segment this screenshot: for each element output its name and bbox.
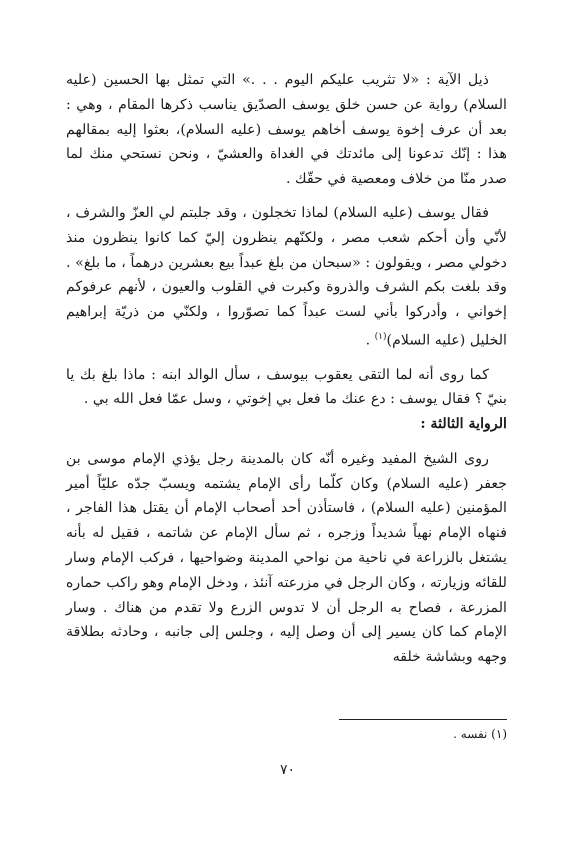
paragraph-3: كما روى أنه لما التقى يعقوب بيوسف ، سأل الوالد ابنه : ماذا بلغ بك يا بنيّ ؟ فقال يوسف : دع عنك ما فعل بي إخوتي ، وسل عمّا فعل الله بي .: [66, 366, 507, 408]
paragraph-2: [66, 201, 507, 354]
section-heading-wrap: [66, 412, 507, 437]
paragraph-2-text: فقال يوسف (عليه السلام) لماذا تخجلون ، وقد جلبتم لي العزّ والشرف ، لأنّي وأن أحكم شعب مصر ، ولكنّهم ينظرون إليّ كما كانوا ينظرون منذ دخولي مصر ، ويقولون : «سبحان من بلغ عبداً بيع بعشرين درهماً ، ما بلغ» . وقد بلغت بكم الشرف والذروة وكبرت في القلوب والعيون ، لأنهم عرفوكم إخواني ، وأدركوا بأني لست عبداً كما تصوّروا ، ولكنّي من ذريّة إبراهيم الخليل (عليه السلام): [66, 204, 507, 349]
paragraph-spacer: [66, 437, 507, 447]
paragraph-spacer: [66, 354, 507, 363]
page-number: ٧٠: [279, 762, 296, 778]
paragraph-2-tail: .: [365, 332, 375, 349]
paragraph-4: روى الشيخ المفيد وغيره أنّه كان بالمدينة رجل يؤذي الإمام موسى بن جعفر (عليه السلام) وكان كلّما رأى الإمام يشتمه ويسبّ جدّه عليّاً أمير المؤمنين (عليه السلام) ، فاستأذن أحد أصحاب الإمام أن يقتل هذا الفاجر ، فنهاه الإمام نهياً شديداً وزجره ، ثم سأل الإمام عن شاتمه ، فقيل له بأنه يشتغل بالزراعة في ناحية من نواحي المدينة وضواحيها ، فركب الإمام وسار للقائه وزيارته ، وكان الرجل في مزرعته آنئذ ، ودخل الإمام وهو راكب حماره المزرعة ، فصاح به الرجل أن لا تدوس الزرع ولا تقدم من هناك . وسار الإمام كما كان يسير إلى أن وصل إليه ، وجلس إلى جانبه ، وحادثه بطلاقة وجهه وبشاشة خلقه: [66, 450, 507, 666]
body-text: [66, 68, 507, 670]
footnote: (١) نفسه .: [453, 727, 507, 741]
section-heading: الرواية الثالثة :: [420, 416, 507, 433]
paragraph-1: ذيل الآية : «لا تثريب عليكم اليوم . . .» التي تمثل بها الحسين (عليه السلام) رواية عن حسن خلق يوسف الصدّيق يناسب ذكرها المقام ، وهي : بعد أن عرف إخوة يوسف أخاهم يوسف (عليه السلام)، بعثوا إليه بمقالهم هذا : إنّك تدعونا إلى مائدتك في الغداة والعشيّ ، ونحن نستحي منك لما صدر منّا من خلاف ومعصية في حقّك .: [66, 72, 507, 188]
paragraph-spacer: [66, 192, 507, 201]
footnote-reference: (١): [374, 331, 387, 342]
footnote-divider: [339, 719, 507, 720]
